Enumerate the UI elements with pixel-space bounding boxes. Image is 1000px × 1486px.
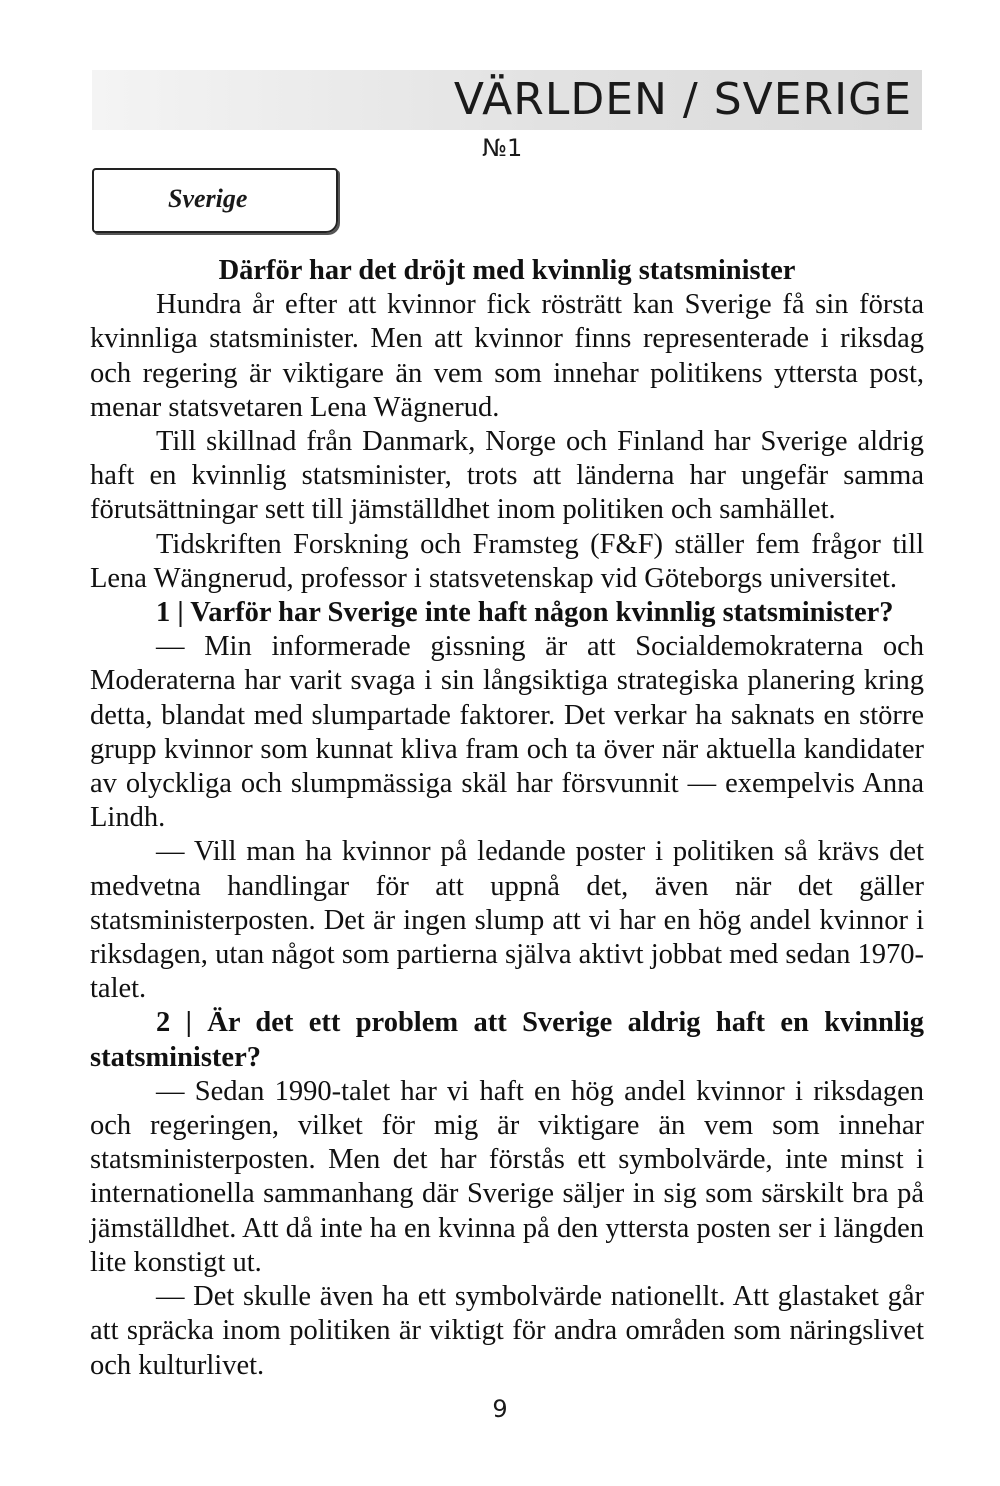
country-label: Sverige	[168, 184, 248, 213]
answer-paragraph: — Vill man ha kvinnor på ledande poster i politiken så krävs det medvetna handlingar för att uppnå det, även när det gäller statsministerposten. Det är ingen slump att vi har en hög andel kvinnor i riksdagen, utan något som partierna själva aktivt jobbat med sedan 1970-talet.	[90, 836, 924, 1005]
answer-paragraph: — Min informerade gissning är att Socialdemokraterna och Moderaterna har varit svaga i sin långsiktiga strategiska planering kring detta, blandat med slumpartade faktorer. Det verkar ha saknats en större grupp kvinnor som kunnat kliva fram och ta över när aktuella kandidater av olyckliga och slumpmässiga skäl har försvunnit — exempelvis Anna Lindh.	[90, 631, 924, 834]
question-heading: 2 | Är det ett problem att Sverige aldrig haft en kvinnlig statsminister?	[90, 1007, 924, 1073]
page-number: 9	[492, 1395, 508, 1423]
answer-paragraph: — Det skulle även ha ett symbolvärde nationellt. Att glastaket går att spräcka inom politiken är viktigt för andra områden som näringslivet och kulturlivet.	[90, 1281, 924, 1381]
article-paragraph: Till skillnad från Danmark, Norge och Finland har Sverige aldrig haft en kvinnlig statsminister, trots att länderna har ungefär samma förutsättningar sett till jämställdhet inom politiken och samhället.	[90, 426, 924, 526]
country-tag-box	[92, 168, 338, 233]
question-heading: 1 | Varför har Sverige inte haft någon kvinnlig statsminister?	[156, 597, 894, 629]
article-body	[90, 254, 924, 1383]
issue-number: №1	[482, 134, 523, 162]
article-headline: Därför har det dröjt med kvinnlig statsminister	[218, 255, 796, 286]
answer-paragraph: — Sedan 1990-talet har vi haft en hög andel kvinnor i riksdagen och regeringen, vilket för mig är viktigare än vem som innehar statsministerposten. Men det har förstås ett symbolvärde, inte minst i internationella sammanhang där Sverige säljer in sig som särskilt bra på jämställdhet. Att då inte ha en kvinna på den yttersta posten ser i längden lite konstigt ut.	[90, 1075, 924, 1278]
article-paragraph: Tidskriften Forskning och Framsteg (F&F) ställer fem frågor till Lena Wängnerud, professor i statsvetenskap vid Göteborgs universitet.	[90, 528, 924, 594]
article-paragraph: Hundra år efter att kvinnor fick rösträtt kan Sverige få sin första kvinnliga statsminister. Men att kvinnor finns representerade i riksdag och regering är viktigare än vem som innehar politikens yttersta post, menar statsvetaren Lena Wägnerud.	[90, 289, 924, 423]
section-title: VÄRLDEN / SVERIGE	[453, 74, 912, 125]
